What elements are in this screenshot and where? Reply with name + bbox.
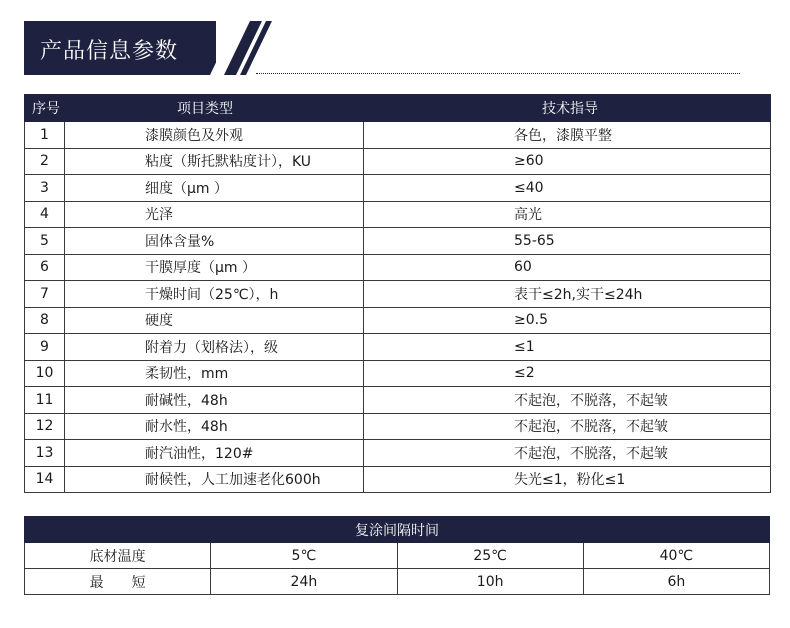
row-index: 11 [25, 387, 65, 414]
product-params-table [24, 94, 771, 493]
row-item: 干膜厚度（μm ） [65, 254, 364, 281]
row-spec: ≥60 [364, 148, 771, 175]
row-index: 12 [25, 413, 65, 440]
row-spec: ≤40 [364, 175, 771, 202]
table-row [25, 307, 771, 334]
table-row [25, 334, 771, 361]
row-index: 10 [25, 360, 65, 387]
recoat-title: 复涂间隔时间 [25, 517, 770, 543]
table-row [25, 201, 771, 228]
row-spec: 表干≤2h,实干≤24h [364, 281, 771, 308]
row-label-shortest: 最 短 [25, 569, 211, 595]
row-spec: 不起泡，不脱落，不起皱 [364, 440, 771, 467]
table-row [25, 543, 770, 569]
row-label-temperature: 底材温度 [25, 543, 211, 569]
row-item: 耐碱性，48h [65, 387, 364, 414]
row-index: 3 [25, 175, 65, 202]
page-title: 产品信息参数 [40, 39, 179, 64]
temp-5c: 5℃ [211, 543, 397, 569]
table-row [25, 175, 771, 202]
table-row [25, 148, 771, 175]
row-item: 漆膜颜色及外观 [65, 122, 364, 149]
row-item: 耐候性，人工加速老化600h [65, 466, 364, 493]
row-index: 4 [25, 201, 65, 228]
row-spec: 55-65 [364, 228, 771, 255]
row-index: 5 [25, 228, 65, 255]
table-row [25, 360, 771, 387]
table-row [25, 466, 771, 493]
row-index: 14 [25, 466, 65, 493]
temp-25c: 25℃ [397, 543, 583, 569]
recoat-header-row [25, 517, 770, 543]
row-spec: 各色，漆膜平整 [364, 122, 771, 149]
col-header-item: 项目类型 [65, 95, 364, 122]
recoat-interval-table [24, 516, 770, 595]
row-spec: ≥0.5 [364, 307, 771, 334]
row-item: 耐水性，48h [65, 413, 364, 440]
row-index: 1 [25, 122, 65, 149]
shortest-at-25c: 10h [397, 569, 583, 595]
decorative-slashes [210, 21, 290, 75]
row-index: 7 [25, 281, 65, 308]
table-row [25, 569, 770, 595]
header-dotted-rule [256, 73, 740, 74]
shortest-at-40c: 6h [583, 569, 769, 595]
temp-40c: 40℃ [583, 543, 769, 569]
row-item: 光泽 [65, 201, 364, 228]
row-index: 13 [25, 440, 65, 467]
row-item: 柔韧性，mm [65, 360, 364, 387]
title-banner [24, 21, 216, 75]
row-item: 附着力（划格法），级 [65, 334, 364, 361]
row-spec: 不起泡，不脱落，不起皱 [364, 413, 771, 440]
row-spec: 60 [364, 254, 771, 281]
row-spec: 失光≤1，粉化≤1 [364, 466, 771, 493]
col-header-index: 序号 [25, 95, 65, 122]
row-item: 干燥时间（25℃），h [65, 281, 364, 308]
table-row [25, 440, 771, 467]
row-item: 耐汽油性，120# [65, 440, 364, 467]
row-index: 8 [25, 307, 65, 334]
row-index: 6 [25, 254, 65, 281]
row-spec: 高光 [364, 201, 771, 228]
col-header-spec: 技术指导 [364, 95, 771, 122]
params-header-row [25, 95, 771, 122]
table-row [25, 254, 771, 281]
table-row [25, 413, 771, 440]
row-index: 2 [25, 148, 65, 175]
row-item: 固体含量% [65, 228, 364, 255]
shortest-at-5c: 24h [211, 569, 397, 595]
row-item: 硬度 [65, 307, 364, 334]
row-spec: ≤1 [364, 334, 771, 361]
table-row [25, 281, 771, 308]
section-header [24, 21, 744, 79]
row-item: 粘度（斯托默粘度计），KU [65, 148, 364, 175]
table-row [25, 387, 771, 414]
table-row [25, 228, 771, 255]
row-spec: 不起泡，不脱落，不起皱 [364, 387, 771, 414]
row-spec: ≤2 [364, 360, 771, 387]
table-row [25, 122, 771, 149]
row-item: 细度（μm ） [65, 175, 364, 202]
row-index: 9 [25, 334, 65, 361]
